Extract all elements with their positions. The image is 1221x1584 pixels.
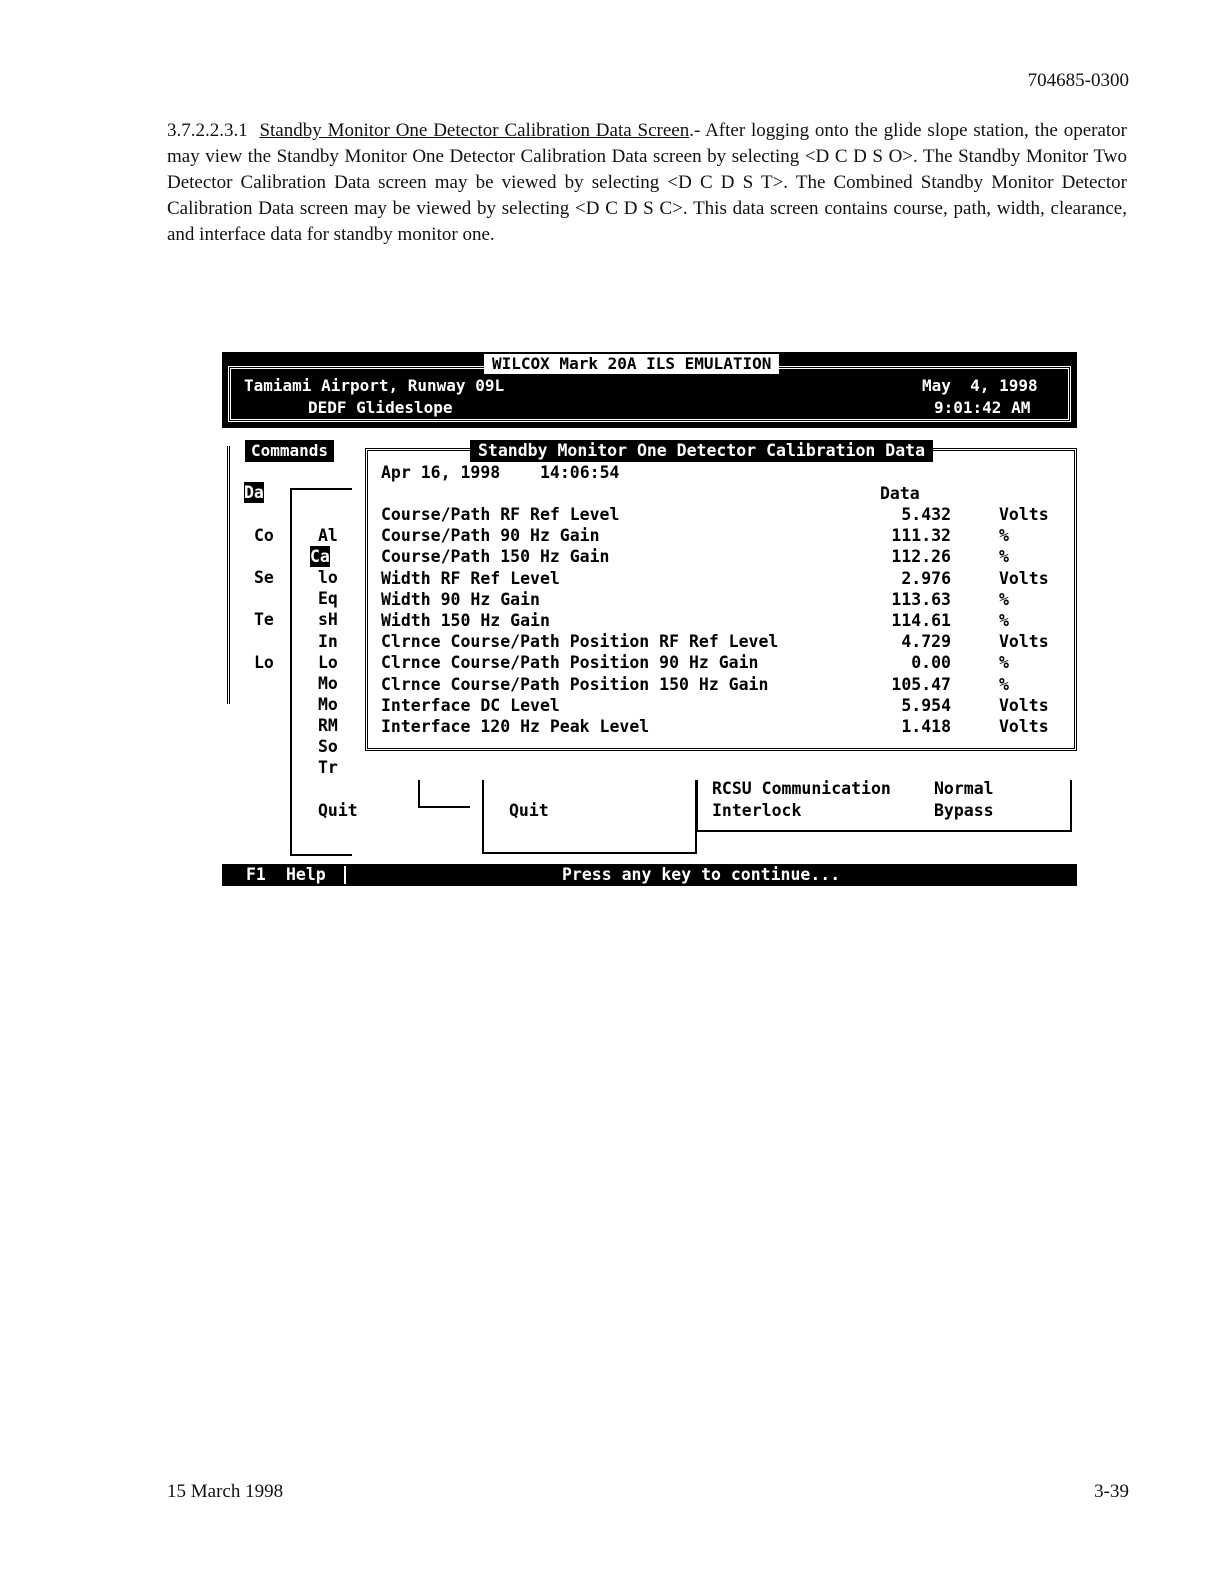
app-title: WILCOX Mark 20A ILS EMULATION bbox=[484, 354, 779, 374]
sub-menu-item[interactable]: Mo bbox=[318, 694, 338, 714]
quit-button[interactable]: Quit bbox=[509, 801, 549, 820]
main-menu-item[interactable]: Te bbox=[254, 610, 274, 629]
calibration-row-label: Width RF Ref Level bbox=[381, 568, 560, 588]
status-value-rcsu: Normal bbox=[934, 779, 994, 798]
calibration-row-unit: Volts bbox=[999, 632, 1049, 652]
footer-date: 15 March 1998 bbox=[167, 1481, 284, 1502]
status-value-interlock: Bypass bbox=[934, 801, 994, 820]
calibration-row-label: Course/Path RF Ref Level bbox=[381, 505, 620, 524]
station-name: DEDF Glideslope bbox=[308, 398, 453, 417]
main-menu-item[interactable]: Se bbox=[254, 568, 274, 587]
document-number: 704685-0300 bbox=[1027, 70, 1129, 91]
calibration-row-value: 114.61 bbox=[891, 611, 951, 630]
calibration-row-label: Course/Path 150 Hz Gain bbox=[381, 547, 610, 567]
calibration-row-label: Width 150 Hz Gain bbox=[381, 611, 550, 630]
calibration-row-unit: % bbox=[999, 653, 1009, 673]
calibration-row-value: 113.63 bbox=[891, 589, 951, 609]
sub-menu-item[interactable]: Al bbox=[318, 526, 338, 545]
calibration-row-unit: Volts bbox=[999, 695, 1049, 715]
page-number: 3-39 bbox=[1094, 1481, 1129, 1502]
calibration-row-value: 105.47 bbox=[891, 674, 951, 694]
calibration-row-value: 0.00 bbox=[911, 653, 951, 673]
calibration-row-unit: % bbox=[999, 611, 1009, 630]
calibration-row-value: 5.954 bbox=[901, 695, 951, 715]
calibration-row-label: Clrnce Course/Path Position RF Ref Level bbox=[381, 632, 779, 652]
main-menu-item[interactable]: Co bbox=[254, 526, 274, 545]
current-date: May 4, 1998 bbox=[922, 376, 1038, 395]
continue-prompt: Press any key to continue... bbox=[562, 865, 841, 884]
calibration-row-value: 2.976 bbox=[901, 568, 951, 588]
calibration-row-label: Course/Path 90 Hz Gain bbox=[381, 526, 600, 546]
paragraph-body: .- After logging onto the glide slope station, the operator may view the Standby Monitor One Detector Calibration Data screen by selecting <D C D S O>. The Standby Monitor Two Detector Calibration Data screen may be viewed by selecting <D C D S T>. The Combined Standby Monitor Detector Calibration Data screen may be viewed by selecting <D C D S C>. This data screen contains course, path, width, clearance, and interface data for standby monitor one. bbox=[167, 120, 1128, 245]
calibration-row-label: Clrnce Course/Path Position 90 Hz Gain bbox=[381, 653, 759, 673]
help-label[interactable]: Help bbox=[286, 865, 326, 884]
calibration-window-title: Standby Monitor One Detector Calibration Data bbox=[470, 440, 933, 462]
data-column-header: Data bbox=[880, 484, 920, 503]
sub-menu-item[interactable]: sH bbox=[318, 610, 338, 630]
calibration-row-label: Interface DC Level bbox=[381, 695, 560, 715]
calibration-row-label: Clrnce Course/Path Position 150 Hz Gain bbox=[381, 674, 769, 694]
calibration-row-unit: % bbox=[999, 526, 1009, 546]
sub-menu-item[interactable]: So bbox=[318, 737, 338, 756]
main-menu-item[interactable]: Da bbox=[244, 483, 264, 502]
sub-menu-item[interactable]: Ca bbox=[310, 547, 330, 567]
calibration-row-unit: Volts bbox=[999, 717, 1049, 736]
calibration-row-unit: % bbox=[999, 547, 1009, 567]
current-time: 9:01:42 AM bbox=[934, 398, 1031, 417]
f1-key[interactable]: F1 bbox=[246, 865, 266, 884]
calibration-row-unit: Volts bbox=[999, 568, 1049, 588]
title-bar bbox=[222, 352, 1077, 428]
calibration-row-value: 112.26 bbox=[891, 547, 951, 567]
sub-menu-item[interactable]: Eq bbox=[318, 589, 338, 609]
section-number: 3.7.2.2.3.1 bbox=[167, 120, 248, 141]
sub-menu-item[interactable]: Lo bbox=[318, 652, 338, 672]
calibration-row-value: 1.418 bbox=[901, 717, 951, 736]
site-name: Tamiami Airport, Runway 09L bbox=[244, 376, 505, 395]
sub-menu-item[interactable]: Mo bbox=[318, 673, 338, 693]
calibration-row-label: Interface 120 Hz Peak Level bbox=[381, 717, 650, 736]
main-menu-item[interactable]: Lo bbox=[254, 653, 274, 672]
calibration-row-unit: % bbox=[999, 674, 1009, 694]
status-label-interlock: Interlock bbox=[712, 801, 802, 820]
quit-menu-item[interactable]: Quit bbox=[318, 801, 358, 820]
calibration-date: Apr 16, 1998 bbox=[381, 463, 501, 482]
calibration-row-value: 4.729 bbox=[901, 632, 951, 652]
sub-menu-item[interactable]: In bbox=[318, 631, 338, 651]
intro-paragraph bbox=[167, 118, 1127, 248]
terminal-screenshot bbox=[222, 352, 1077, 888]
section-title: Standby Monitor One Detector Calibration Data Screen bbox=[259, 120, 690, 141]
calibration-row-label: Width 90 Hz Gain bbox=[381, 589, 540, 609]
calibration-row-unit: % bbox=[999, 589, 1009, 609]
status-label-rcsu: RCSU Communication bbox=[712, 779, 891, 798]
calibration-time: 14:06:54 bbox=[540, 463, 620, 482]
bottom-status-bar bbox=[222, 864, 1077, 886]
status-divider bbox=[344, 866, 346, 884]
commands-title: Commands bbox=[245, 440, 334, 462]
sub-menu-item[interactable]: lo bbox=[318, 568, 338, 588]
sub-menu-item[interactable]: RM bbox=[318, 715, 338, 735]
calibration-row-unit: Volts bbox=[999, 505, 1049, 524]
calibration-row-value: 5.432 bbox=[901, 505, 951, 524]
calibration-row-value: 111.32 bbox=[891, 526, 951, 546]
sub-menu-item[interactable]: Tr bbox=[318, 758, 338, 778]
menu-bracket bbox=[418, 780, 470, 808]
